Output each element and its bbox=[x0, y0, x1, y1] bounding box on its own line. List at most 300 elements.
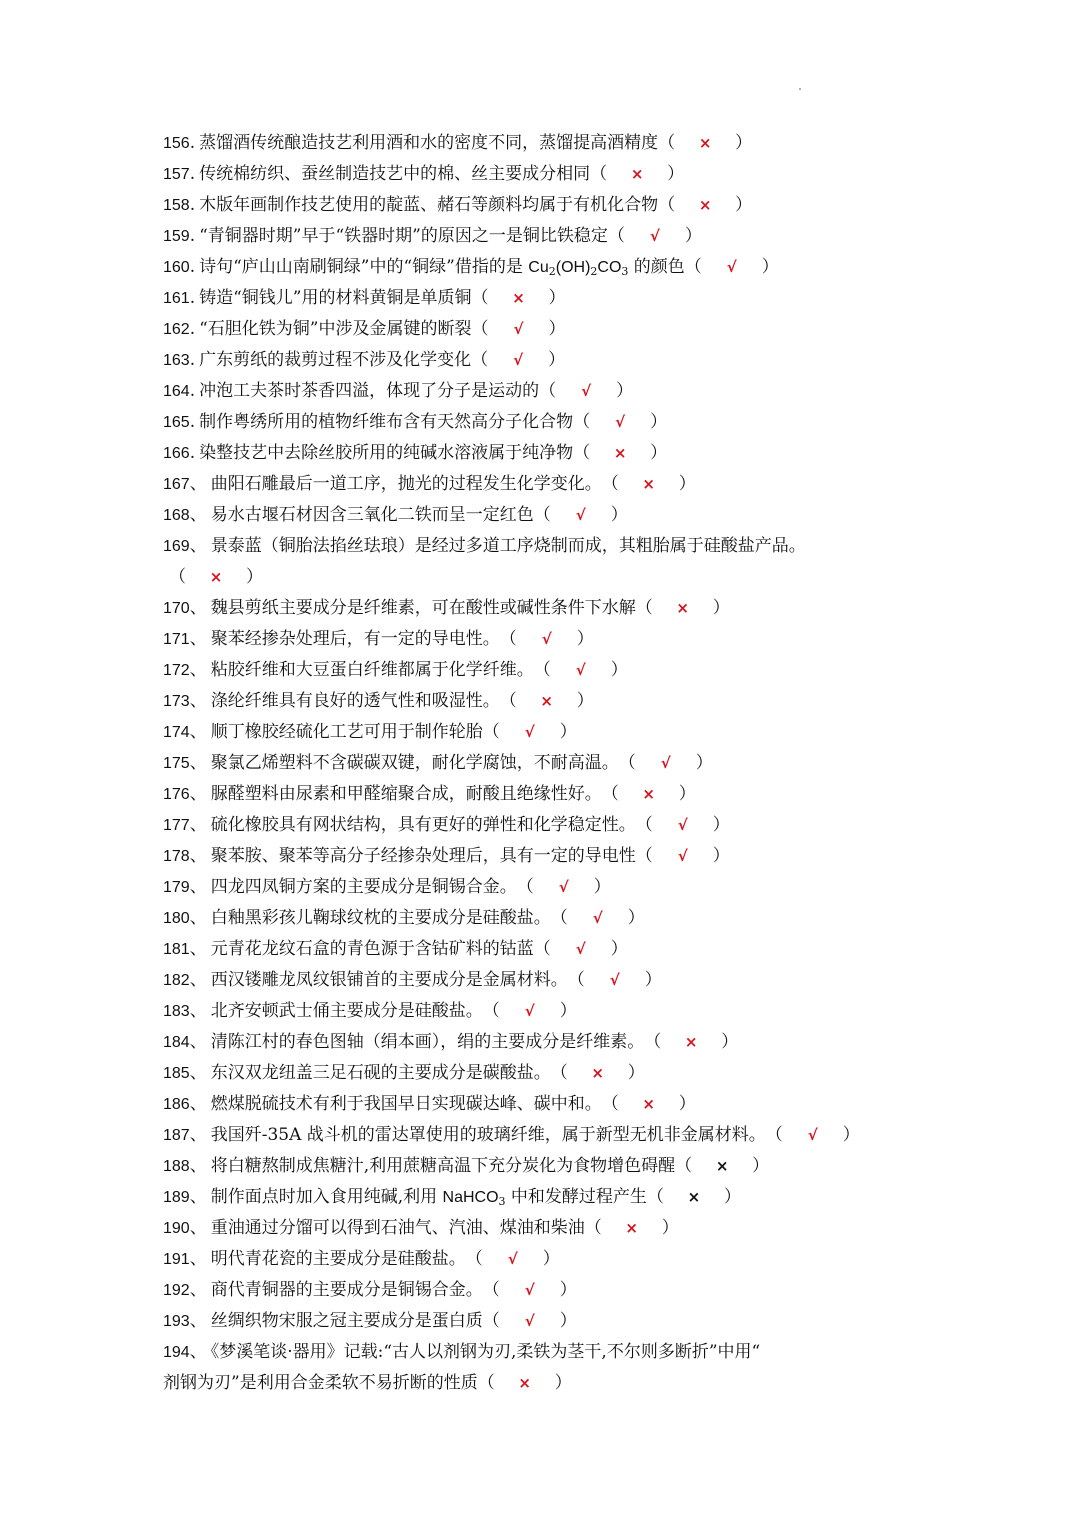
check-mark-icon: √ bbox=[513, 351, 524, 369]
answer-bracket bbox=[644, 1027, 738, 1058]
answer-bracket bbox=[568, 965, 662, 996]
question-text: 北齐安顿武士俑主要成分是硅酸盐。 bbox=[210, 1001, 483, 1021]
question-number: 172 bbox=[163, 662, 190, 679]
question-separator: 、 bbox=[189, 691, 207, 711]
answer-bracket bbox=[551, 1058, 645, 1089]
question-number: 183 bbox=[163, 1003, 190, 1020]
question-number: 189 bbox=[163, 1189, 190, 1206]
question-separator: . bbox=[189, 257, 196, 277]
text-fragment: 诗句“庐山山南刷铜绿”中的“铜绿”借指的是 bbox=[199, 257, 529, 277]
answer-bracket bbox=[517, 872, 611, 903]
check-mark-icon: √ bbox=[807, 1126, 818, 1144]
answer-bracket bbox=[551, 903, 645, 934]
answer-bracket bbox=[636, 841, 730, 872]
question-item bbox=[163, 128, 923, 159]
answer-bracket bbox=[766, 1120, 860, 1151]
question-text: 蒸馏酒传统酿造技艺利用酒和水的密度不同，蒸馏提高酒精度 bbox=[199, 133, 659, 153]
question-number: 162 bbox=[163, 321, 190, 338]
question-item bbox=[163, 1213, 923, 1244]
question-number: 156 bbox=[163, 135, 190, 152]
check-mark-icon: √ bbox=[575, 661, 586, 679]
answer-bracket bbox=[466, 1244, 560, 1275]
cross-mark-icon: × bbox=[698, 134, 712, 152]
answer-bracket bbox=[471, 345, 565, 376]
question-text: 聚氯乙烯塑料不含碳碳双键，耐化学腐蚀，不耐高温。 bbox=[210, 753, 619, 773]
check-mark-icon: √ bbox=[677, 816, 688, 834]
question-item bbox=[163, 624, 923, 655]
answer-bracket bbox=[602, 469, 696, 500]
question-separator: 、 bbox=[189, 1063, 207, 1083]
question-item bbox=[163, 593, 923, 624]
question-text: 剂钢为刃”是利用合金柔软不易折断的性质 bbox=[163, 1373, 478, 1393]
bracket-close: ） bbox=[644, 970, 662, 990]
cross-mark-icon: × bbox=[715, 1157, 729, 1175]
bracket-open: （ bbox=[584, 1218, 602, 1238]
question-text: 东汉双龙纽盖三足石砚的主要成分是碳酸盐。 bbox=[210, 1063, 551, 1083]
question-text: 聚苯胺、聚苯等高分子经掺杂处理后，具有一定的导电性 bbox=[210, 846, 636, 866]
bracket-open: （ bbox=[658, 195, 676, 215]
check-mark-icon: √ bbox=[575, 940, 586, 958]
question-number: 166 bbox=[163, 445, 190, 462]
bracket-close: ） bbox=[721, 1032, 739, 1052]
question-number: 169 bbox=[163, 538, 190, 555]
bracket-close: ） bbox=[627, 908, 645, 928]
bracket-open: （ bbox=[765, 1125, 783, 1145]
question-number: 185 bbox=[163, 1065, 190, 1082]
question-text: 丝绸织物宋服之冠主要成分是蛋白质 bbox=[210, 1311, 483, 1331]
answer-bracket bbox=[573, 438, 667, 469]
cross-mark-icon: × bbox=[209, 568, 223, 586]
question-item bbox=[163, 1337, 923, 1368]
question-item bbox=[163, 1027, 923, 1058]
question-number: 163 bbox=[163, 352, 190, 369]
question-number: 160 bbox=[163, 259, 190, 276]
bracket-open: （ bbox=[516, 877, 534, 897]
subscript: 3 bbox=[498, 1195, 506, 1208]
check-mark-icon: √ bbox=[524, 723, 535, 741]
question-text: 元青花龙纹石盒的青色源于含钴矿料的钴蓝 bbox=[210, 939, 534, 959]
question-separator: 、 bbox=[189, 846, 207, 866]
question-text: 燃煤脱硫技术有利于我国早日实现碳达峰、碳中和。 bbox=[210, 1094, 602, 1114]
question-text: “石胆化铁为铜”中涉及金属键的断裂 bbox=[199, 319, 472, 339]
question-number: 184 bbox=[163, 1034, 190, 1051]
question-list bbox=[163, 128, 923, 1399]
question-item bbox=[163, 314, 923, 345]
question-separator: . bbox=[189, 288, 196, 308]
question-separator: 、 bbox=[189, 1187, 207, 1207]
check-mark-icon: √ bbox=[524, 1002, 535, 1020]
bracket-open: （ bbox=[499, 629, 517, 649]
cross-mark-icon: × bbox=[518, 1374, 531, 1392]
question-text bbox=[199, 257, 685, 277]
cross-mark-icon: × bbox=[630, 165, 644, 183]
answer-bracket bbox=[573, 407, 667, 438]
question-separator: 、 bbox=[189, 1125, 207, 1145]
bracket-close: ） bbox=[559, 1001, 577, 1021]
bracket-close: ） bbox=[554, 1373, 572, 1393]
subscript: 2 bbox=[548, 265, 556, 278]
bracket-close: ） bbox=[576, 691, 594, 711]
bracket-open: （ bbox=[550, 908, 568, 928]
cross-mark-icon: × bbox=[625, 1219, 638, 1237]
question-item bbox=[163, 717, 923, 748]
answer-bracket bbox=[658, 190, 752, 221]
cross-mark-icon: × bbox=[642, 475, 655, 493]
cross-mark-icon: × bbox=[698, 196, 712, 214]
text-fragment: Cu bbox=[528, 259, 549, 276]
cross-mark-icon: × bbox=[591, 1064, 604, 1082]
answer-bracket bbox=[647, 1182, 741, 1213]
question-separator: . bbox=[189, 133, 196, 153]
bracket-open: （ bbox=[601, 1094, 619, 1114]
answer-bracket bbox=[500, 686, 594, 717]
bracket-close: ） bbox=[723, 1187, 741, 1207]
question-item bbox=[163, 779, 923, 810]
question-number: 187 bbox=[163, 1127, 190, 1144]
question-number: 165 bbox=[163, 414, 190, 431]
answer-bracket bbox=[483, 717, 577, 748]
bracket-open: （ bbox=[644, 1032, 662, 1052]
question-item bbox=[163, 345, 923, 376]
bracket-open: （ bbox=[482, 1001, 500, 1021]
bracket-open: （ bbox=[601, 474, 619, 494]
question-item bbox=[163, 190, 923, 221]
question-separator: 、 bbox=[189, 505, 207, 525]
answer-bracket bbox=[483, 996, 577, 1027]
check-mark-icon: √ bbox=[677, 847, 688, 865]
question-text bbox=[211, 1187, 647, 1207]
question-text: 易水古堰石材因含三氧化二铁而呈一定红色 bbox=[210, 505, 534, 525]
question-item bbox=[163, 159, 923, 190]
bracket-close: ） bbox=[712, 846, 730, 866]
check-mark-icon: √ bbox=[592, 909, 603, 927]
question-text: 商代青铜器的主要成分是铜锡合金。 bbox=[210, 1280, 483, 1300]
bracket-close: ） bbox=[650, 443, 668, 463]
question-separator: . bbox=[189, 443, 196, 463]
text-fragment: (OH) bbox=[555, 259, 591, 276]
bracket-close: ） bbox=[695, 753, 713, 773]
bracket-open: （ bbox=[658, 133, 676, 153]
question-number: 167 bbox=[163, 476, 190, 493]
answer-bracket bbox=[539, 376, 633, 407]
check-mark-icon: √ bbox=[609, 971, 620, 989]
question-item bbox=[163, 221, 923, 252]
question-text: 染整技艺中去除丝胶所用的纯碱水溶液属于纯净物 bbox=[199, 443, 574, 463]
question-number: 178 bbox=[163, 848, 190, 865]
bracket-open: （ bbox=[635, 598, 653, 618]
answer-bracket bbox=[483, 1275, 577, 1306]
bracket-open: （ bbox=[533, 505, 551, 525]
bracket-open: （ bbox=[533, 939, 551, 959]
cross-mark-icon: × bbox=[642, 1095, 655, 1113]
bracket-open: （ bbox=[482, 1311, 500, 1331]
question-text: “青铜器时期”早于“铁器时期”的原因之一是铜比铁稳定 bbox=[199, 226, 608, 246]
bracket-close: ） bbox=[548, 288, 566, 308]
question-separator: 、 bbox=[189, 1311, 207, 1331]
question-text: 冲泡工夫茶时茶香四溢，体现了分子是运动的 bbox=[199, 381, 540, 401]
question-number: 175 bbox=[163, 755, 190, 772]
bracket-close: ） bbox=[548, 319, 566, 339]
answer-bracket bbox=[534, 655, 628, 686]
question-item bbox=[163, 407, 923, 438]
question-text: 木版年画制作技艺使用的靛蓝、赭石等颜料均属于有机化合物 bbox=[199, 195, 659, 215]
question-item bbox=[163, 965, 923, 996]
question-text: 铸造“铜钱儿”用的材料黄铜是单质铜 bbox=[199, 288, 472, 308]
question-text: 广东剪纸的裁剪过程不涉及化学变化 bbox=[199, 350, 472, 370]
question-number: 157 bbox=[163, 166, 190, 183]
page-dot-artifact bbox=[799, 88, 801, 90]
bracket-open: （ bbox=[573, 412, 591, 432]
question-separator: 、 bbox=[189, 1001, 207, 1021]
bracket-close: ） bbox=[616, 381, 634, 401]
check-mark-icon: √ bbox=[726, 258, 737, 276]
text-fragment: NaHCO bbox=[442, 1189, 499, 1206]
bracket-open: （ bbox=[607, 226, 625, 246]
bracket-close: ） bbox=[559, 722, 577, 742]
question-text: 西汉镂雕龙凤纹银铺首的主要成分是金属材料。 bbox=[210, 970, 568, 990]
check-mark-icon: √ bbox=[575, 506, 586, 524]
question-separator: 、 bbox=[189, 474, 207, 494]
check-mark-icon: √ bbox=[507, 1250, 518, 1268]
bracket-open: （ bbox=[684, 257, 702, 277]
question-separator: . bbox=[189, 226, 196, 246]
question-text: 涤纶纤维具有良好的透气性和吸湿性。 bbox=[210, 691, 500, 711]
check-mark-icon: √ bbox=[558, 878, 569, 896]
question-separator: . bbox=[189, 319, 196, 339]
bracket-close: ） bbox=[667, 164, 685, 184]
question-separator: 、 bbox=[189, 1218, 207, 1238]
answer-bracket bbox=[658, 128, 752, 159]
question-item bbox=[163, 438, 923, 469]
question-text: 硫化橡胶具有网状结构，具有更好的弹性和化学稳定性。 bbox=[210, 815, 636, 835]
question-number: 176 bbox=[163, 786, 190, 803]
cross-mark-icon: × bbox=[512, 289, 525, 307]
bracket-close: ） bbox=[712, 598, 730, 618]
bracket-open: （ bbox=[539, 381, 557, 401]
text-fragment: 的颜色 bbox=[628, 257, 685, 277]
cross-mark-icon: × bbox=[613, 444, 627, 462]
question-item bbox=[163, 655, 923, 686]
question-item bbox=[163, 283, 923, 314]
question-separator: 、 bbox=[189, 536, 207, 556]
bracket-close: ） bbox=[761, 257, 779, 277]
bracket-close: ） bbox=[661, 1218, 679, 1238]
bracket-close: ） bbox=[842, 1125, 860, 1145]
answer-bracket bbox=[675, 1151, 769, 1182]
answer-bracket bbox=[602, 779, 696, 810]
bracket-close: ） bbox=[610, 939, 628, 959]
answer-bracket bbox=[602, 1089, 696, 1120]
check-mark-icon: √ bbox=[581, 382, 592, 400]
check-mark-icon: √ bbox=[649, 227, 660, 245]
question-separator: 、 bbox=[189, 660, 207, 680]
bracket-open: （ bbox=[533, 660, 551, 680]
question-number: 181 bbox=[163, 941, 190, 958]
cross-mark-icon: × bbox=[687, 1188, 701, 1206]
answer-bracket bbox=[169, 562, 263, 593]
question-number: 188 bbox=[163, 1158, 190, 1175]
check-mark-icon: √ bbox=[524, 1281, 535, 1299]
question-separator: 、 bbox=[189, 1342, 207, 1362]
question-number: 161 bbox=[163, 290, 190, 307]
question-item bbox=[163, 934, 923, 965]
answer-bracket bbox=[534, 500, 628, 531]
bracket-close: ） bbox=[650, 412, 668, 432]
question-text: 制作粤绣所用的植物纤维布含有天然高分子化合物 bbox=[199, 412, 574, 432]
bracket-open: （ bbox=[601, 784, 619, 804]
text-fragment: CO bbox=[597, 259, 622, 276]
question-number: 168 bbox=[163, 507, 190, 524]
question-item bbox=[163, 500, 923, 531]
bracket-close: ） bbox=[712, 815, 730, 835]
question-text: 我国歼-35A 战斗机的雷达罩使用的玻璃纤维，属于新型无机非金属材料。 bbox=[210, 1125, 766, 1145]
question-number: 180 bbox=[163, 910, 190, 927]
question-item bbox=[163, 1182, 923, 1213]
question-item bbox=[163, 531, 923, 562]
question-number: 190 bbox=[163, 1220, 190, 1237]
check-mark-icon: √ bbox=[660, 754, 671, 772]
question-item bbox=[163, 376, 923, 407]
question-item bbox=[163, 903, 923, 934]
question-text: 清陈江村的春色图轴（绢本画），绢的主要成分是纤维素。 bbox=[210, 1032, 645, 1052]
question-separator: . bbox=[189, 195, 196, 215]
question-item bbox=[163, 1151, 923, 1182]
question-separator: 、 bbox=[189, 753, 207, 773]
bracket-close: ） bbox=[610, 505, 628, 525]
bracket-open: （ bbox=[499, 691, 517, 711]
bracket-open: （ bbox=[169, 567, 186, 587]
question-separator: 、 bbox=[189, 908, 207, 928]
question-item bbox=[163, 252, 923, 283]
answer-bracket bbox=[619, 748, 713, 779]
question-item bbox=[163, 469, 923, 500]
bracket-open: （ bbox=[471, 288, 489, 308]
question-separator: 、 bbox=[189, 877, 207, 897]
bracket-close: ） bbox=[627, 1063, 645, 1083]
bracket-open: （ bbox=[675, 1156, 693, 1176]
check-mark-icon: √ bbox=[541, 630, 552, 648]
question-separator: 、 bbox=[189, 970, 207, 990]
question-item bbox=[163, 686, 923, 717]
question-number: 194 bbox=[163, 1344, 190, 1361]
text-fragment: 制作面点时加入食用纯碱,利用 bbox=[210, 1187, 443, 1207]
bracket-open: （ bbox=[482, 1280, 500, 1300]
question-number: 186 bbox=[163, 1096, 190, 1113]
question-number: 158 bbox=[163, 197, 190, 214]
question-number: 182 bbox=[163, 972, 190, 989]
question-item-continuation bbox=[163, 1368, 923, 1399]
question-text: 顺丁橡胶经硫化工艺可用于制作轮胎 bbox=[210, 722, 483, 742]
question-item bbox=[163, 810, 923, 841]
bracket-close: ） bbox=[593, 877, 611, 897]
cross-mark-icon: × bbox=[676, 599, 689, 617]
question-number: 174 bbox=[163, 724, 190, 741]
cross-mark-icon: × bbox=[684, 1033, 698, 1051]
bracket-close: ） bbox=[678, 784, 696, 804]
bracket-open: （ bbox=[471, 350, 489, 370]
bracket-close: ） bbox=[576, 629, 594, 649]
answer-bracket bbox=[636, 593, 730, 624]
answer-bracket bbox=[478, 1368, 572, 1399]
question-separator: 、 bbox=[189, 815, 207, 835]
question-separator: 、 bbox=[189, 1032, 207, 1052]
question-separator: 、 bbox=[189, 598, 207, 618]
bracket-close: ） bbox=[752, 1156, 770, 1176]
question-number: 173 bbox=[163, 693, 190, 710]
check-mark-icon: √ bbox=[524, 1312, 535, 1330]
question-number: 192 bbox=[163, 1282, 190, 1299]
bracket-open: （ bbox=[471, 319, 489, 339]
question-text: 白釉黑彩孩儿鞠球纹枕的主要成分是硅酸盐。 bbox=[210, 908, 551, 928]
question-number: 191 bbox=[163, 1251, 190, 1268]
bracket-close: ） bbox=[735, 195, 753, 215]
bracket-open: （ bbox=[635, 815, 653, 835]
question-item bbox=[163, 1089, 923, 1120]
bracket-open: （ bbox=[646, 1187, 664, 1207]
question-number: 179 bbox=[163, 879, 190, 896]
question-item bbox=[163, 1275, 923, 1306]
check-mark-icon: √ bbox=[615, 413, 626, 431]
cross-mark-icon: × bbox=[642, 785, 655, 803]
question-number: 193 bbox=[163, 1313, 190, 1330]
question-text: 明代青花瓷的主要成分是硅酸盐。 bbox=[210, 1249, 466, 1269]
answer-bracket bbox=[685, 252, 779, 283]
question-text: 将白糖熬制成焦糖汁,利用蔗糖高温下充分炭化为食物增色碍醒 bbox=[210, 1156, 676, 1176]
question-item bbox=[163, 996, 923, 1027]
bracket-open: （ bbox=[477, 1373, 495, 1393]
bracket-open: （ bbox=[465, 1249, 483, 1269]
answer-bracket bbox=[590, 159, 684, 190]
question-text: 粘胶纤维和大豆蛋白纤维都属于化学纤维。 bbox=[210, 660, 534, 680]
question-text: 重油通过分馏可以得到石油气、汽油、煤油和柴油 bbox=[210, 1218, 585, 1238]
question-item bbox=[163, 1120, 923, 1151]
check-mark-icon: √ bbox=[513, 320, 524, 338]
bracket-close: ） bbox=[678, 1094, 696, 1114]
question-separator: 、 bbox=[189, 1249, 207, 1269]
question-text: 四龙四凤铜方案的主要成分是铜锡合金。 bbox=[210, 877, 517, 897]
subscript: 2 bbox=[590, 265, 598, 278]
bracket-open: （ bbox=[618, 753, 636, 773]
bracket-close: ） bbox=[735, 133, 753, 153]
question-item-continuation bbox=[169, 562, 923, 593]
question-separator: 、 bbox=[189, 939, 207, 959]
text-fragment: 中和发酵过程产生 bbox=[505, 1187, 647, 1207]
question-separator: 、 bbox=[189, 784, 207, 804]
bracket-open: （ bbox=[590, 164, 608, 184]
subscript: 3 bbox=[621, 265, 629, 278]
bracket-close: ） bbox=[559, 1280, 577, 1300]
question-number: 159 bbox=[163, 228, 190, 245]
question-text: 魏县剪纸主要成分是纤维素，可在酸性或碱性条件下水解 bbox=[210, 598, 636, 618]
question-separator: 、 bbox=[189, 1094, 207, 1114]
question-text: 曲阳石雕最后一道工序，抛光的过程发生化学变化。 bbox=[210, 474, 602, 494]
answer-bracket bbox=[534, 934, 628, 965]
question-item bbox=[163, 748, 923, 779]
question-text: 景泰蓝（铜胎法掐丝珐琅）是经过多道工序烧制而成，其粗胎属于硅酸盐产品。 bbox=[210, 536, 806, 556]
bracket-open: （ bbox=[567, 970, 585, 990]
cross-mark-icon: × bbox=[540, 692, 553, 710]
question-separator: . bbox=[189, 164, 196, 184]
question-item bbox=[163, 1306, 923, 1337]
bracket-close: ） bbox=[246, 567, 263, 587]
question-separator: . bbox=[189, 412, 196, 432]
question-separator: 、 bbox=[189, 629, 207, 649]
question-item bbox=[163, 872, 923, 903]
bracket-close: ） bbox=[684, 226, 702, 246]
bracket-close: ） bbox=[678, 474, 696, 494]
question-text: 聚苯经掺杂处理后，有一定的导电性。 bbox=[210, 629, 500, 649]
question-text: 《梦溪笔谈·器用》记载:“古人以剂钢为刃,柔铁为茎干,不尔则多断折”中用“ bbox=[210, 1342, 761, 1362]
